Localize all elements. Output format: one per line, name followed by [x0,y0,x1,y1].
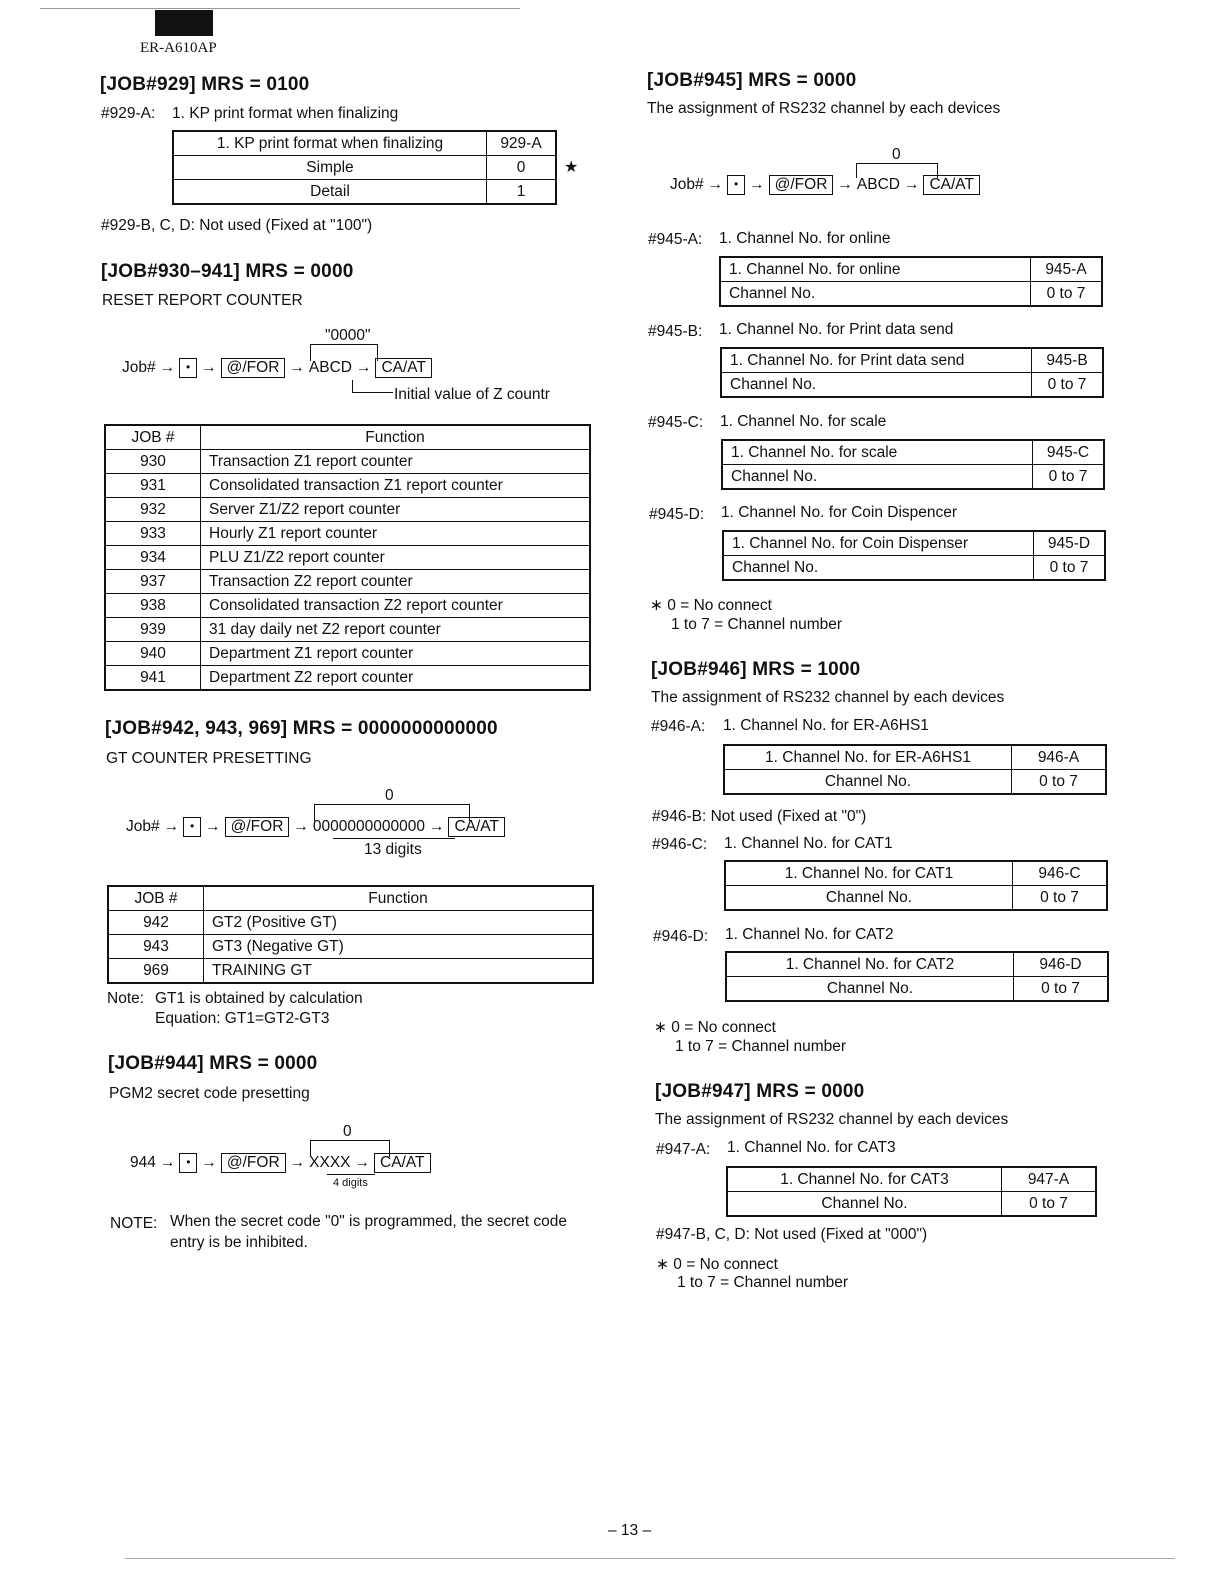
job945-c-text: 1. Channel No. for scale [720,413,887,430]
table-header: 1. KP print format when finalizing [173,131,487,156]
job946-title: [JOB#946] MRS = 1000 [651,659,861,680]
table-row: 933 Hourly Z1 report counter [105,522,590,546]
table-row: Channel No. 0 to 7 [727,1192,1096,1217]
page-number: – 13 – [608,1522,652,1539]
job946-b-text: #946-B: Not used (Fixed at "0") [652,808,867,825]
job942-note-label: Note: [107,990,145,1007]
table-row: 937 Transaction Z2 report counter [105,570,590,594]
digits-underline [327,1174,375,1175]
job944-title: [JOB#944] MRS = 0000 [108,1053,318,1074]
arrow-icon: → [749,176,765,193]
arrow-icon: → [159,1154,176,1171]
job942-sub: GT COUNTER PRESETTING [106,750,312,767]
table-row: Channel No. 0 to 7 [726,977,1108,1002]
job947-a-text: 1. Channel No. for CAT3 [727,1139,896,1156]
arrow-icon: → [159,359,176,376]
flow-top-value: 0 [343,1123,352,1140]
table-row: Channel No. 0 to 7 [725,886,1107,911]
table-header: 1. Channel No. for Print data send [721,348,1032,373]
arrow-icon: → [355,359,372,376]
job947-footnote2: 1 to 7 = Channel number [677,1274,849,1291]
job944-flow [130,1153,431,1173]
table-header: 945-C [1033,440,1105,465]
job944-sub: PGM2 secret code presetting [109,1085,310,1102]
table-header: 1. Channel No. for online [720,257,1031,282]
job945-footnote2: 1 to 7 = Channel number [671,616,843,633]
table-row: 969 TRAINING GT [108,959,593,984]
table-row: 941 Department Z2 report counter [105,666,590,691]
job942-note2: Equation: GT1=GT2-GT3 [155,1010,330,1027]
top-rule [40,8,520,9]
table-row: 938 Consolidated transaction Z2 report counter [105,594,590,618]
job942-note1: GT1 is obtained by calculation [155,990,363,1007]
job946-c-table [724,860,1108,911]
table-header: 947-A [1002,1167,1097,1192]
flow-abcd: ABCD [308,359,352,376]
flow-value: XXXX [309,1154,351,1171]
job930-flow [122,358,432,378]
bottom-rule [125,1558,1175,1559]
table-row: 932 Server Z1/Z2 report counter [105,498,590,522]
for-key: @/FOR [221,1153,286,1173]
arrow-icon: → [837,176,853,193]
job946-d-label: #946-D: [653,928,709,945]
header-black-block [155,10,213,36]
table-header: 945-B [1032,348,1104,373]
table-row: 930 Transaction Z1 report counter [105,450,590,474]
flow-digits: 13 digits [364,841,422,858]
flow-callout-line [352,380,393,393]
job944-note2: entry is be inhibited. [170,1234,308,1251]
job944-note1: When the secret code "0" is programmed, the secret code [170,1213,567,1230]
flow-note: Initial value of Z countr [394,386,550,403]
job930-table [104,424,591,691]
arrow-icon: → [201,359,217,376]
arrow-icon: → [205,818,221,835]
job942-title: [JOB#942, 943, 969] MRS = 0000000000000 [105,718,498,739]
arrow-icon: → [293,818,309,835]
job947-sub: The assignment of RS232 channel by each devices [655,1111,1009,1128]
flow-job: Job# [126,818,160,835]
job946-footnote1: ∗ 0 = No connect [654,1019,776,1036]
caat-key: CA/AT [375,358,432,378]
table-row: 943 GT3 (Negative GT) [108,935,593,959]
job946-sub: The assignment of RS232 channel by each devices [651,689,1005,706]
job929-table [172,130,557,205]
arrow-icon: → [707,176,724,193]
job945-footnote1: ∗ 0 = No connect [650,597,772,614]
table-header: 945-D [1034,531,1106,556]
job945-d-label: #945-D: [649,506,705,523]
job942-table [107,885,594,984]
for-key: @/FOR [769,175,834,195]
job929-note: #929-B, C, D: Not used (Fixed at "100") [101,217,373,234]
table-header: 929-A [487,131,557,156]
table-header: 1. Channel No. for CAT2 [726,952,1014,977]
dot-key: • [183,817,201,837]
job946-c-label: #946-C: [652,836,708,853]
arrow-icon: → [903,176,920,193]
flow-top-value: 0 [892,146,901,163]
table-row: 934 PLU Z1/Z2 report counter [105,546,590,570]
job929-title: [JOB#929] MRS = 0100 [100,74,310,95]
dot-key: • [179,358,197,378]
table-row: Channel No. 0 to 7 [721,373,1103,398]
digits-underline [333,838,455,839]
arrow-icon: → [354,1154,370,1171]
dot-key: • [179,1153,197,1173]
flow-job: 944 [130,1154,156,1171]
table-row: 942 GT2 (Positive GT) [108,911,593,935]
job946-a-table [723,744,1107,795]
job945-b-text: 1. Channel No. for Print data send [719,321,954,338]
table-header: Function [204,886,594,911]
arrow-icon: → [289,1154,306,1171]
job946-a-text: 1. Channel No. for ER-A6HS1 [723,717,929,734]
arrow-icon: → [163,818,180,835]
model-number: ER-A610AP [140,40,217,56]
job945-flow [670,175,980,195]
table-header: 1. Channel No. for Coin Dispenser [723,531,1034,556]
arrow-icon: → [289,359,305,376]
caat-key: CA/AT [448,817,505,837]
table-row: 939 31 day daily net Z2 report counter [105,618,590,642]
table-row: Channel No. 0 to 7 [720,282,1102,307]
flow-top-value: "0000" [325,327,371,344]
job945-a-label: #945-A: [648,231,703,248]
arrow-icon: → [201,1154,217,1171]
job947-a-table [726,1166,1097,1217]
job944-note-label: NOTE: [110,1215,158,1232]
job947-b-text: #947-B, C, D: Not used (Fixed at "000") [656,1226,928,1243]
job929-a-label: #929-A: [101,105,156,122]
table-row: Channel No. 0 to 7 [723,556,1105,581]
table-row: Channel No. 0 to 7 [722,465,1104,490]
table-header: 1. Channel No. for CAT1 [725,861,1013,886]
job945-d-text: 1. Channel No. for Coin Dispencer [721,504,958,521]
for-key: @/FOR [225,817,290,837]
job946-footnote2: 1 to 7 = Channel number [675,1038,847,1055]
table-row: Detail 1 [173,180,556,205]
table-header: 945-A [1031,257,1103,282]
table-header: 946-C [1013,861,1108,886]
job946-a-label: #946-A: [651,718,706,735]
job942-flow [126,817,505,837]
table-header: 1. Channel No. for scale [722,440,1033,465]
table-header: Function [201,425,591,450]
table-row: Simple 0 [173,156,556,180]
flow-top-value: 0 [385,787,394,804]
job945-a-text: 1. Channel No. for online [719,230,891,247]
for-key: @/FOR [221,358,286,378]
flow-job: Job# [670,176,704,193]
job945-d-table [722,530,1106,581]
flow-abcd: ABCD [856,176,900,193]
table-header: JOB # [108,886,204,911]
arrow-icon: → [428,818,445,835]
star-icon: ★ [564,159,579,176]
job945-title: [JOB#945] MRS = 0000 [647,70,857,91]
job945-b-table [720,347,1104,398]
job945-c-label: #945-C: [648,414,704,431]
job945-sub: The assignment of RS232 channel by each devices [647,100,1001,117]
table-row: Channel No. 0 to 7 [724,770,1106,795]
job945-b-label: #945-B: [648,323,703,340]
table-row: 931 Consolidated transaction Z1 report counter [105,474,590,498]
flow-job: Job# [122,359,156,376]
table-row: 940 Department Z1 report counter [105,642,590,666]
job946-c-text: 1. Channel No. for CAT1 [724,835,893,852]
job930-title: [JOB#930–941] MRS = 0000 [101,261,354,282]
table-header: 946-A [1012,745,1107,770]
table-header: 1. Channel No. for ER-A6HS1 [724,745,1012,770]
job945-c-table [721,439,1105,490]
job947-title: [JOB#947] MRS = 0000 [655,1081,865,1102]
table-header: 946-D [1014,952,1109,977]
table-header: 1. Channel No. for CAT3 [727,1167,1002,1192]
dot-key: • [727,175,745,195]
job946-d-text: 1. Channel No. for CAT2 [725,926,894,943]
job929-a-text: 1. KP print format when finalizing [172,105,399,122]
job930-sub: RESET REPORT COUNTER [102,292,303,309]
job945-a-table [719,256,1103,307]
caat-key: CA/AT [374,1153,431,1173]
caat-key: CA/AT [923,175,980,195]
table-header: JOB # [105,425,201,450]
job947-footnote1: ∗ 0 = No connect [656,1256,778,1273]
flow-digits: 4 digits [333,1177,368,1189]
job947-a-label: #947-A: [656,1141,711,1158]
job946-d-table [725,951,1109,1002]
flow-value: 0000000000000 [312,818,425,835]
